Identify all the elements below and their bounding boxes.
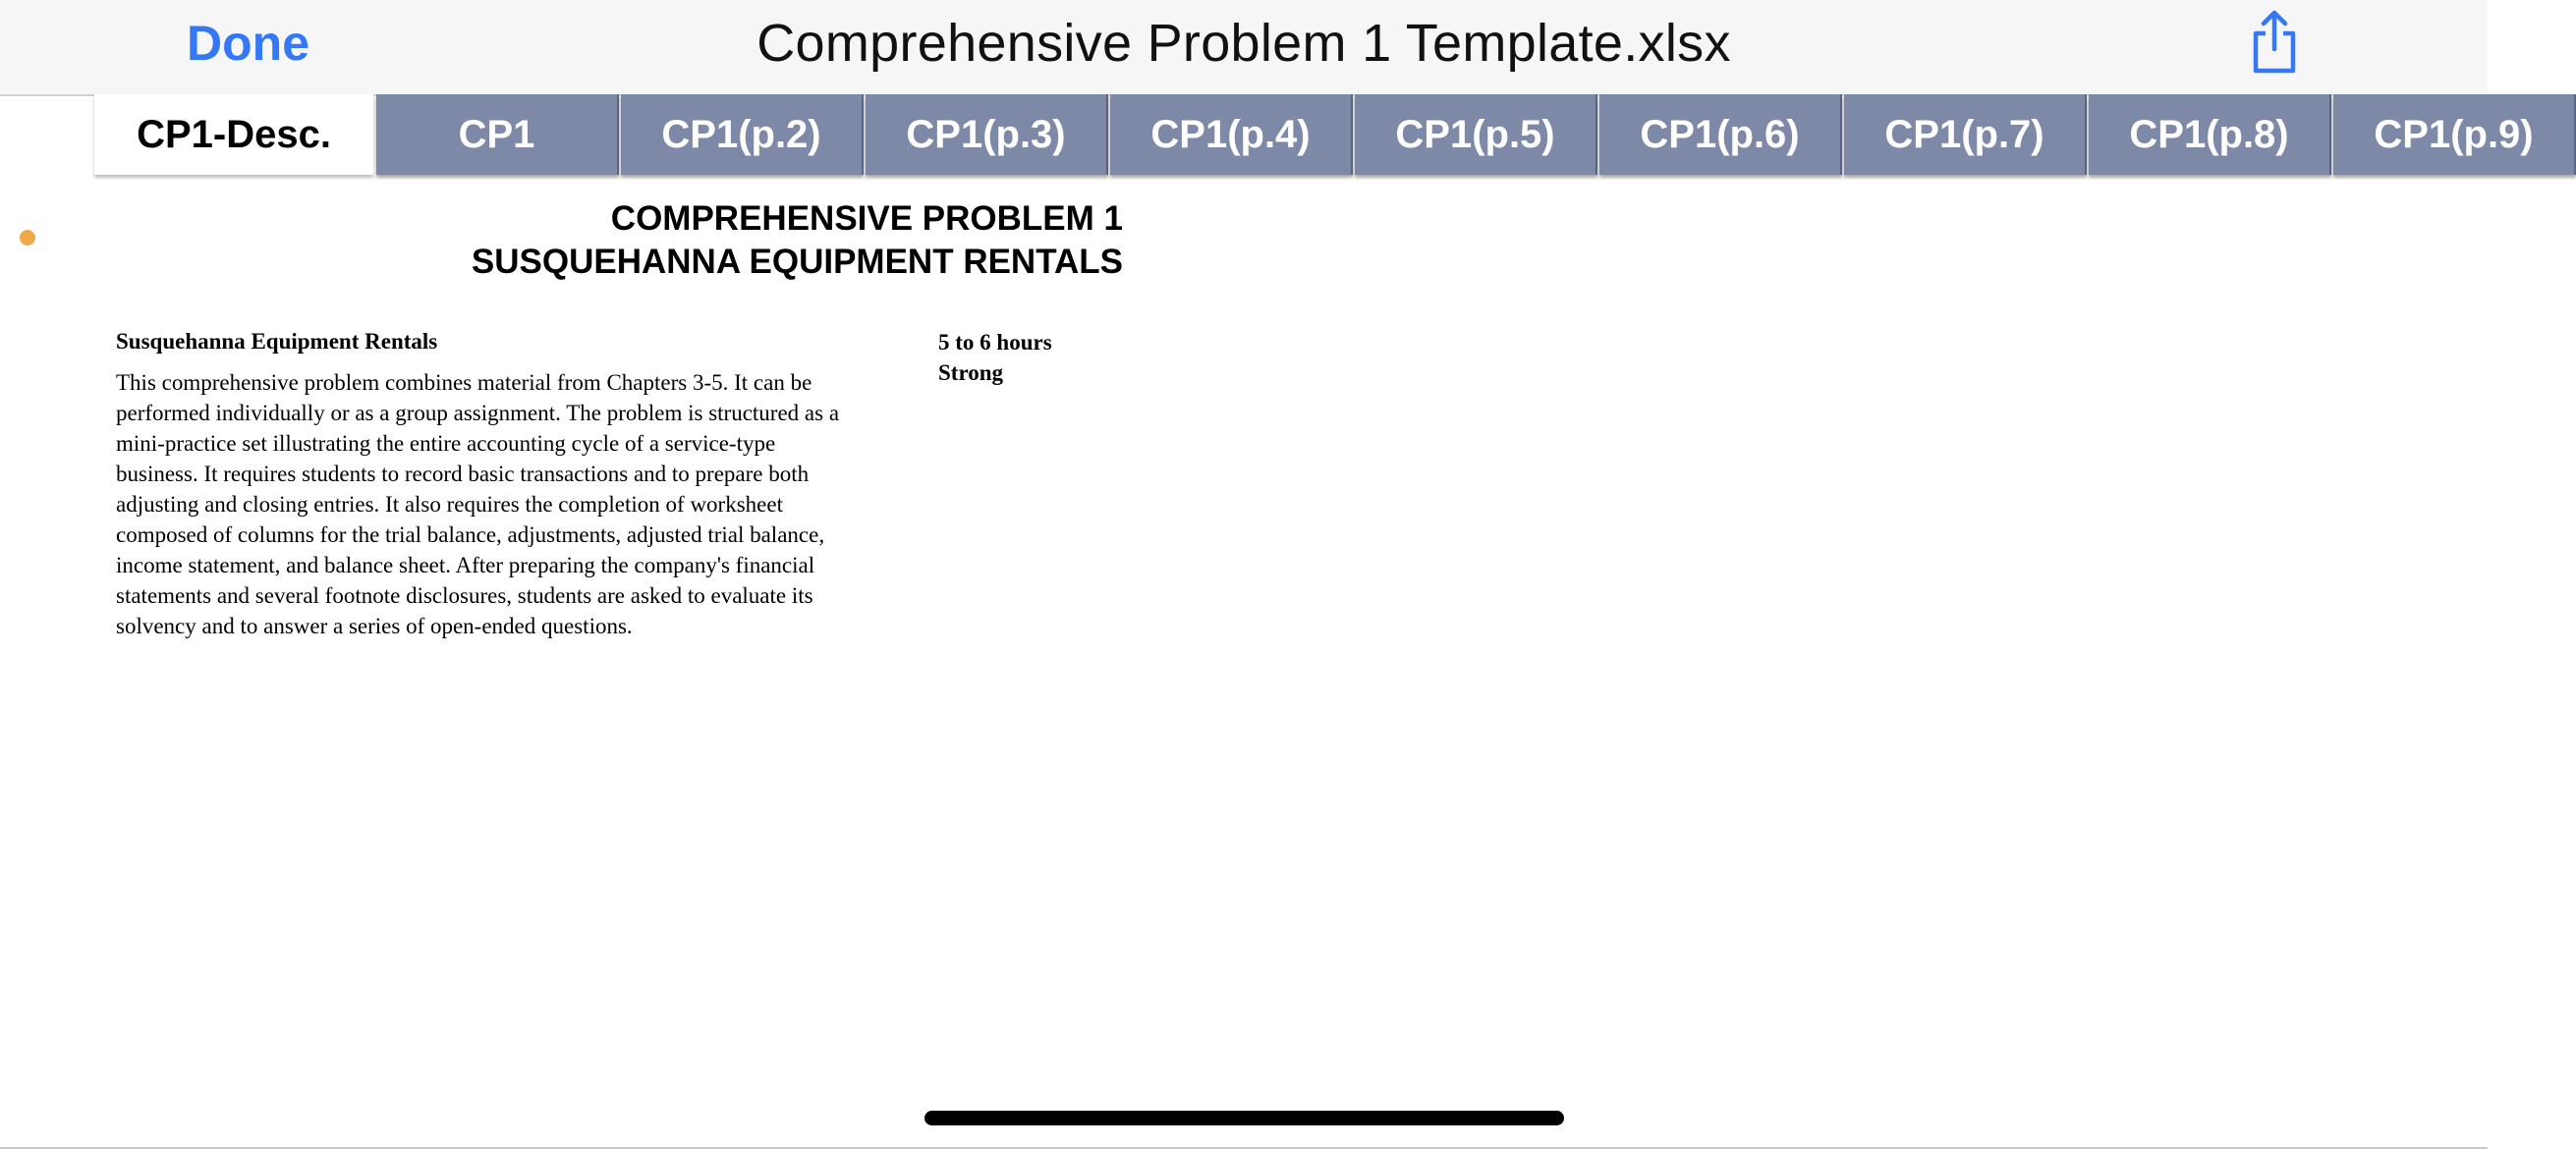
status-indicator-dot <box>20 230 35 246</box>
description-line: business. It requires students to record basic transactions and to prepare both <box>116 462 810 486</box>
time-estimate: 5 to 6 hours <box>938 330 1052 355</box>
tab-cp1-p7[interactable]: CP1(p.7) <box>1844 94 2087 175</box>
tab-cp1-p5[interactable]: CP1(p.5) <box>1355 94 1597 175</box>
description-line: performed individually or as a group assignment. The problem is structured as a <box>116 401 840 425</box>
share-icon <box>2244 8 2305 75</box>
tab-cp1-p3[interactable]: CP1(p.3) <box>866 94 1108 175</box>
description-line: income statement, and balance sheet. After preparing the company's financial <box>116 553 815 577</box>
description-line: adjusting and closing entries. It also requires the completion of worksheet <box>116 492 783 517</box>
document-title: Comprehensive Problem 1 Template.xlsx <box>756 14 1731 73</box>
sheet-title-line1: COMPREHENSIVE PROBLEM 1 <box>610 199 1123 238</box>
company-heading: Susquehanna Equipment Rentals <box>116 329 438 354</box>
home-indicator[interactable] <box>924 1111 1564 1125</box>
description-line: solvency and to answer a series of open-ended questions. <box>116 614 633 638</box>
tab-cp1-desc[interactable]: CP1-Desc. <box>94 94 373 175</box>
tab-cp1-p6[interactable]: CP1(p.6) <box>1599 94 1842 175</box>
description-line: This comprehensive problem combines material from Chapters 3-5. It can be <box>116 370 812 395</box>
description-line: composed of columns for the trial balance, adjustments, adjusted trial balance, <box>116 522 825 547</box>
problem-description <box>116 367 892 641</box>
sheet-tab-bar <box>94 94 2534 177</box>
sheet-title-line2: SUSQUEHANNA EQUIPMENT RENTALS <box>471 243 1123 281</box>
tab-cp1-p2[interactable]: CP1(p.2) <box>621 94 864 175</box>
description-line: mini-practice set illustrating the entire accounting cycle of a service-type <box>116 431 776 456</box>
done-button[interactable]: Done <box>187 16 309 71</box>
tab-cp1-p4[interactable]: CP1(p.4) <box>1110 94 1353 175</box>
tab-cp1-p8[interactable]: CP1(p.8) <box>2089 94 2331 175</box>
tab-cp1-p9[interactable]: CP1(p.9) <box>2333 94 2576 175</box>
tab-cp1[interactable]: CP1 <box>376 94 619 175</box>
description-line: statements and several footnote disclosures, students are asked to evaluate its <box>116 583 813 608</box>
difficulty-level: Strong <box>938 360 1004 385</box>
navigation-bar <box>0 0 2488 96</box>
share-button[interactable] <box>2244 8 2305 75</box>
